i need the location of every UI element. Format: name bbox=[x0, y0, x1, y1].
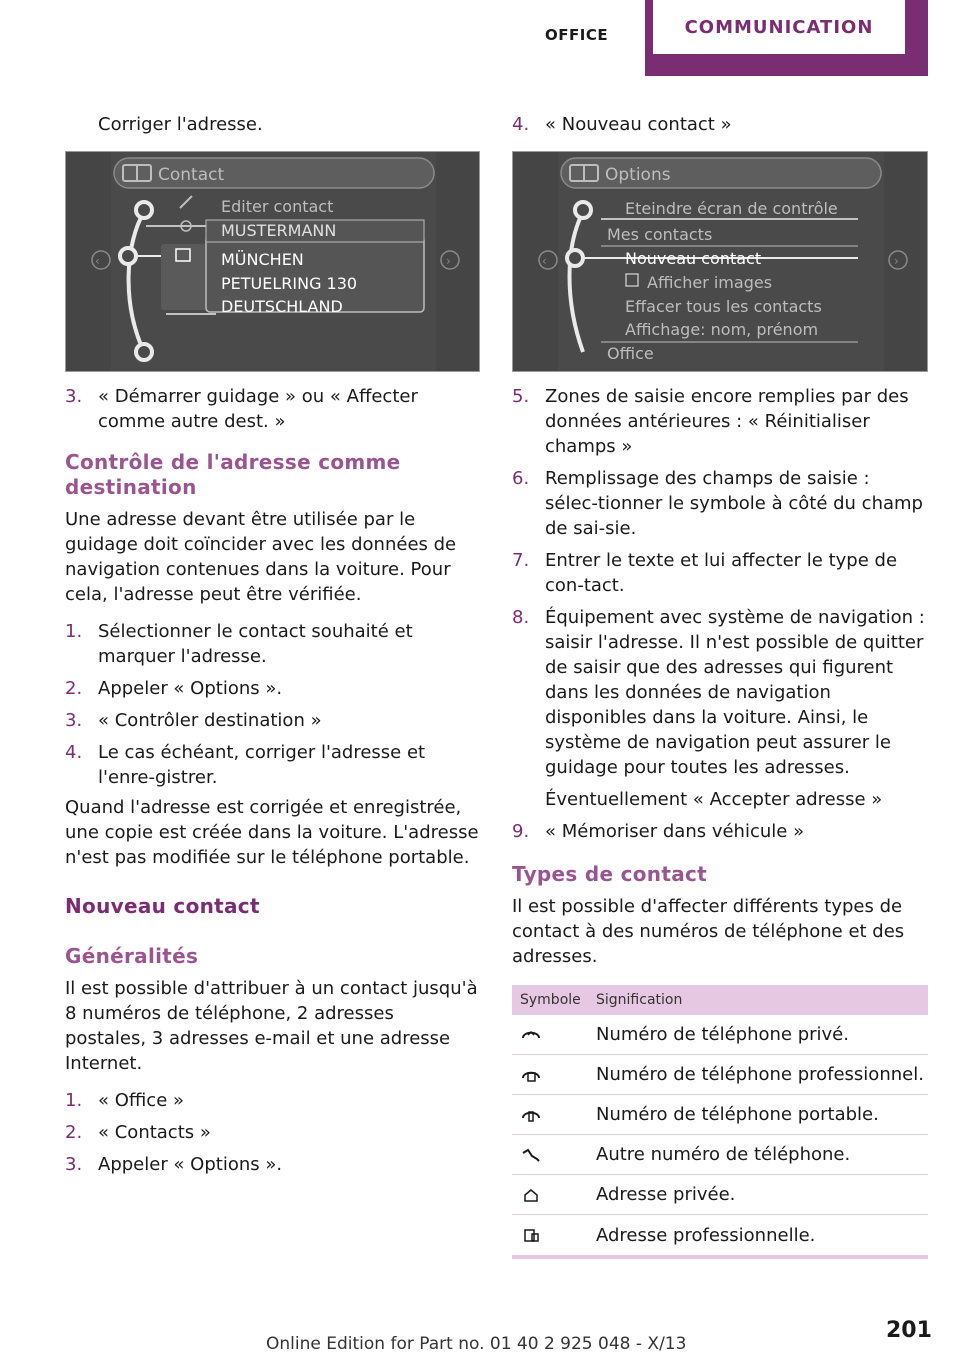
screen1-item-country: DEUTSCHLAND bbox=[221, 297, 343, 316]
list-item bbox=[65, 708, 480, 733]
page-number: 201 bbox=[886, 1318, 932, 1343]
list-item bbox=[65, 1120, 480, 1145]
table-bottom-rule bbox=[512, 1255, 928, 1259]
header-symbol: Symbole bbox=[520, 992, 581, 1008]
step-number: 4. bbox=[65, 742, 83, 763]
step-text: Équipement avec système de navigation : saisir l'adresse. Il n'est possible de quitter de saisir que des adresses qui figurent dans les données de navigation disponibles dans la voiture. Ainsi, le système de navigation peut assurer le guidage pour toutes les adresses. bbox=[545, 607, 925, 778]
options-screen-image bbox=[512, 151, 928, 372]
right-steps-list bbox=[512, 384, 928, 844]
step-text: Sélectionner le contact souhaité et marquer l'adresse. bbox=[98, 621, 413, 667]
step-text: « Démarrer guidage » ou « Affecter comme autre dest. » bbox=[98, 386, 418, 432]
step-number: 2. bbox=[65, 678, 83, 699]
step-text: « Contacts » bbox=[98, 1122, 211, 1143]
screen1-item-name: MUSTERMANN bbox=[221, 221, 337, 240]
options-screen-graphic bbox=[513, 152, 928, 372]
heading-new-contact: Nouveau contact bbox=[65, 894, 260, 918]
row-text: Numéro de téléphone professionnel. bbox=[596, 1064, 924, 1085]
svg-text:›: › bbox=[446, 254, 451, 268]
list-item bbox=[65, 1088, 480, 1113]
business-phone-icon bbox=[520, 1067, 542, 1083]
row-text: Adresse professionnelle. bbox=[596, 1224, 816, 1246]
step-text: Entrer le texte et lui affecter le type de con‐tact. bbox=[545, 550, 898, 596]
table-header bbox=[512, 985, 928, 1015]
screen1-item-city: MÜNCHEN bbox=[221, 250, 304, 269]
step-number: 9. bbox=[512, 821, 530, 842]
screen1-title: Contact bbox=[158, 165, 225, 185]
table-row bbox=[512, 1175, 928, 1215]
screen2-item-display-order: Affichage: nom, prénom bbox=[625, 320, 819, 339]
screen2-item-office: Office bbox=[607, 344, 654, 363]
header-chapter-tab bbox=[645, 0, 928, 76]
other-phone-icon bbox=[520, 1147, 542, 1163]
row-text: Numéro de téléphone privé. bbox=[596, 1024, 849, 1045]
screen2-item-new-contact: Nouveau contact bbox=[625, 249, 762, 268]
mobile-phone-icon bbox=[520, 1107, 542, 1123]
step-text: « Mémoriser dans véhicule » bbox=[545, 821, 805, 842]
step-text: « Office » bbox=[98, 1090, 185, 1111]
step-text: « Nouveau contact » bbox=[545, 114, 732, 135]
business-address-icon bbox=[520, 1227, 542, 1243]
step-number: 1. bbox=[65, 1090, 83, 1111]
row-text: Adresse privée. bbox=[596, 1184, 736, 1205]
step-list-continued bbox=[65, 384, 480, 434]
step-text: Remplissage des champs de saisie : sélec‐tionner le symbole à côté du champ de sai‐sie. bbox=[545, 468, 923, 539]
step-text: « Contrôler destination » bbox=[98, 710, 322, 731]
table-row bbox=[512, 1095, 928, 1135]
table-row bbox=[512, 1135, 928, 1175]
right-step4 bbox=[512, 112, 928, 144]
header-section-office: OFFICE bbox=[545, 26, 609, 44]
step-text: Le cas échéant, corriger l'adresse et l'enre‐gistrer. bbox=[98, 742, 426, 788]
home-phone-icon bbox=[520, 1027, 542, 1043]
row-text: Autre numéro de téléphone. bbox=[596, 1144, 851, 1165]
contact-types-table bbox=[512, 985, 928, 1259]
list-item bbox=[65, 619, 480, 669]
list-item bbox=[65, 1152, 480, 1177]
list-item bbox=[65, 384, 480, 434]
step-number: 1. bbox=[65, 621, 83, 642]
list-item bbox=[65, 676, 480, 701]
row-text: Numéro de téléphone portable. bbox=[596, 1104, 879, 1125]
step-number: 3. bbox=[65, 1154, 83, 1175]
right-content bbox=[512, 384, 928, 969]
footer-edition: Online Edition for Part no. 01 40 2 925 048 - X/13 bbox=[266, 1334, 687, 1354]
contact-screen-graphic bbox=[66, 152, 480, 372]
check-steps-list bbox=[65, 619, 480, 790]
header-chapter-label: COMMUNICATION bbox=[653, 0, 905, 54]
heading-general: Généralités bbox=[65, 944, 199, 968]
svg-text:›: › bbox=[894, 254, 899, 268]
new-contact-steps-list bbox=[65, 1088, 480, 1177]
svg-text:‹: ‹ bbox=[95, 254, 100, 268]
header-meaning: Signification bbox=[596, 992, 683, 1008]
list-item bbox=[512, 548, 928, 598]
step-number: 3. bbox=[65, 710, 83, 731]
step-text: Appeler « Options ». bbox=[98, 1154, 283, 1175]
list-item bbox=[512, 466, 928, 541]
home-address-icon bbox=[520, 1187, 542, 1203]
step-number: 2. bbox=[65, 1122, 83, 1143]
step-list-top bbox=[512, 112, 928, 137]
screen2-item-screen-off: Eteindre écran de contrôle bbox=[625, 199, 838, 218]
table-row bbox=[512, 1015, 928, 1055]
heading-contact-types: Types de contact bbox=[512, 862, 708, 886]
heading-check-address: Contrôle de l'adresse comme destination bbox=[65, 450, 401, 499]
paragraph-after-correction: Quand l'adresse est corrigée et enregistrée, une copie est créée dans la voiture. L'adresse n'est pas modifiée sur le téléphone portable. bbox=[65, 797, 479, 868]
table-row bbox=[512, 1215, 928, 1255]
list-item bbox=[512, 384, 928, 459]
table-row bbox=[512, 1055, 928, 1095]
screen2-item-delete-all: Effacer tous les contacts bbox=[625, 297, 822, 316]
intro-text: Corriger l'adresse. bbox=[98, 114, 263, 135]
screen2-item-show-images: Afficher images bbox=[647, 273, 773, 292]
contact-screen-image bbox=[65, 151, 480, 372]
left-content bbox=[65, 384, 480, 1184]
step-number: 3. bbox=[65, 386, 83, 407]
screen1-item-edit: Editer contact bbox=[221, 197, 334, 216]
list-item bbox=[65, 740, 480, 790]
step-number: 4. bbox=[512, 114, 530, 135]
paragraph-general: Il est possible d'attribuer à un contact jusqu'à 8 numéros de téléphone, 2 adresses postales, 3 adresses e-mail et une adresse Internet. bbox=[65, 978, 478, 1074]
step-text: Appeler « Options ». bbox=[98, 678, 283, 699]
screen1-item-street: PETUELRING 130 bbox=[221, 274, 358, 293]
step8-extra: Éventuellement « Accepter adresse » bbox=[545, 789, 883, 810]
list-item bbox=[512, 605, 928, 812]
paragraph-check-address: Une adresse devant être utilisée par le guidage doit coïncider avec les données de navigation contenues dans la voiture. Pour cela, l'adresse peut être vérifiée. bbox=[65, 509, 457, 605]
step-number: 8. bbox=[512, 607, 530, 628]
step-number: 7. bbox=[512, 550, 530, 571]
screen2-item-my-contacts: Mes contacts bbox=[607, 225, 713, 244]
list-item bbox=[512, 112, 928, 137]
step-number: 6. bbox=[512, 468, 530, 489]
step-text: Zones de saisie encore remplies par des données antérieures : « Réinitialiser champs » bbox=[545, 386, 909, 457]
screen2-title: Options bbox=[605, 165, 671, 185]
step-number: 5. bbox=[512, 386, 530, 407]
list-item bbox=[512, 819, 928, 844]
svg-text:‹: ‹ bbox=[542, 254, 547, 268]
paragraph-contact-types: Il est possible d'affecter différents types de contact à des numéros de téléphone et des adresses. bbox=[512, 896, 905, 967]
